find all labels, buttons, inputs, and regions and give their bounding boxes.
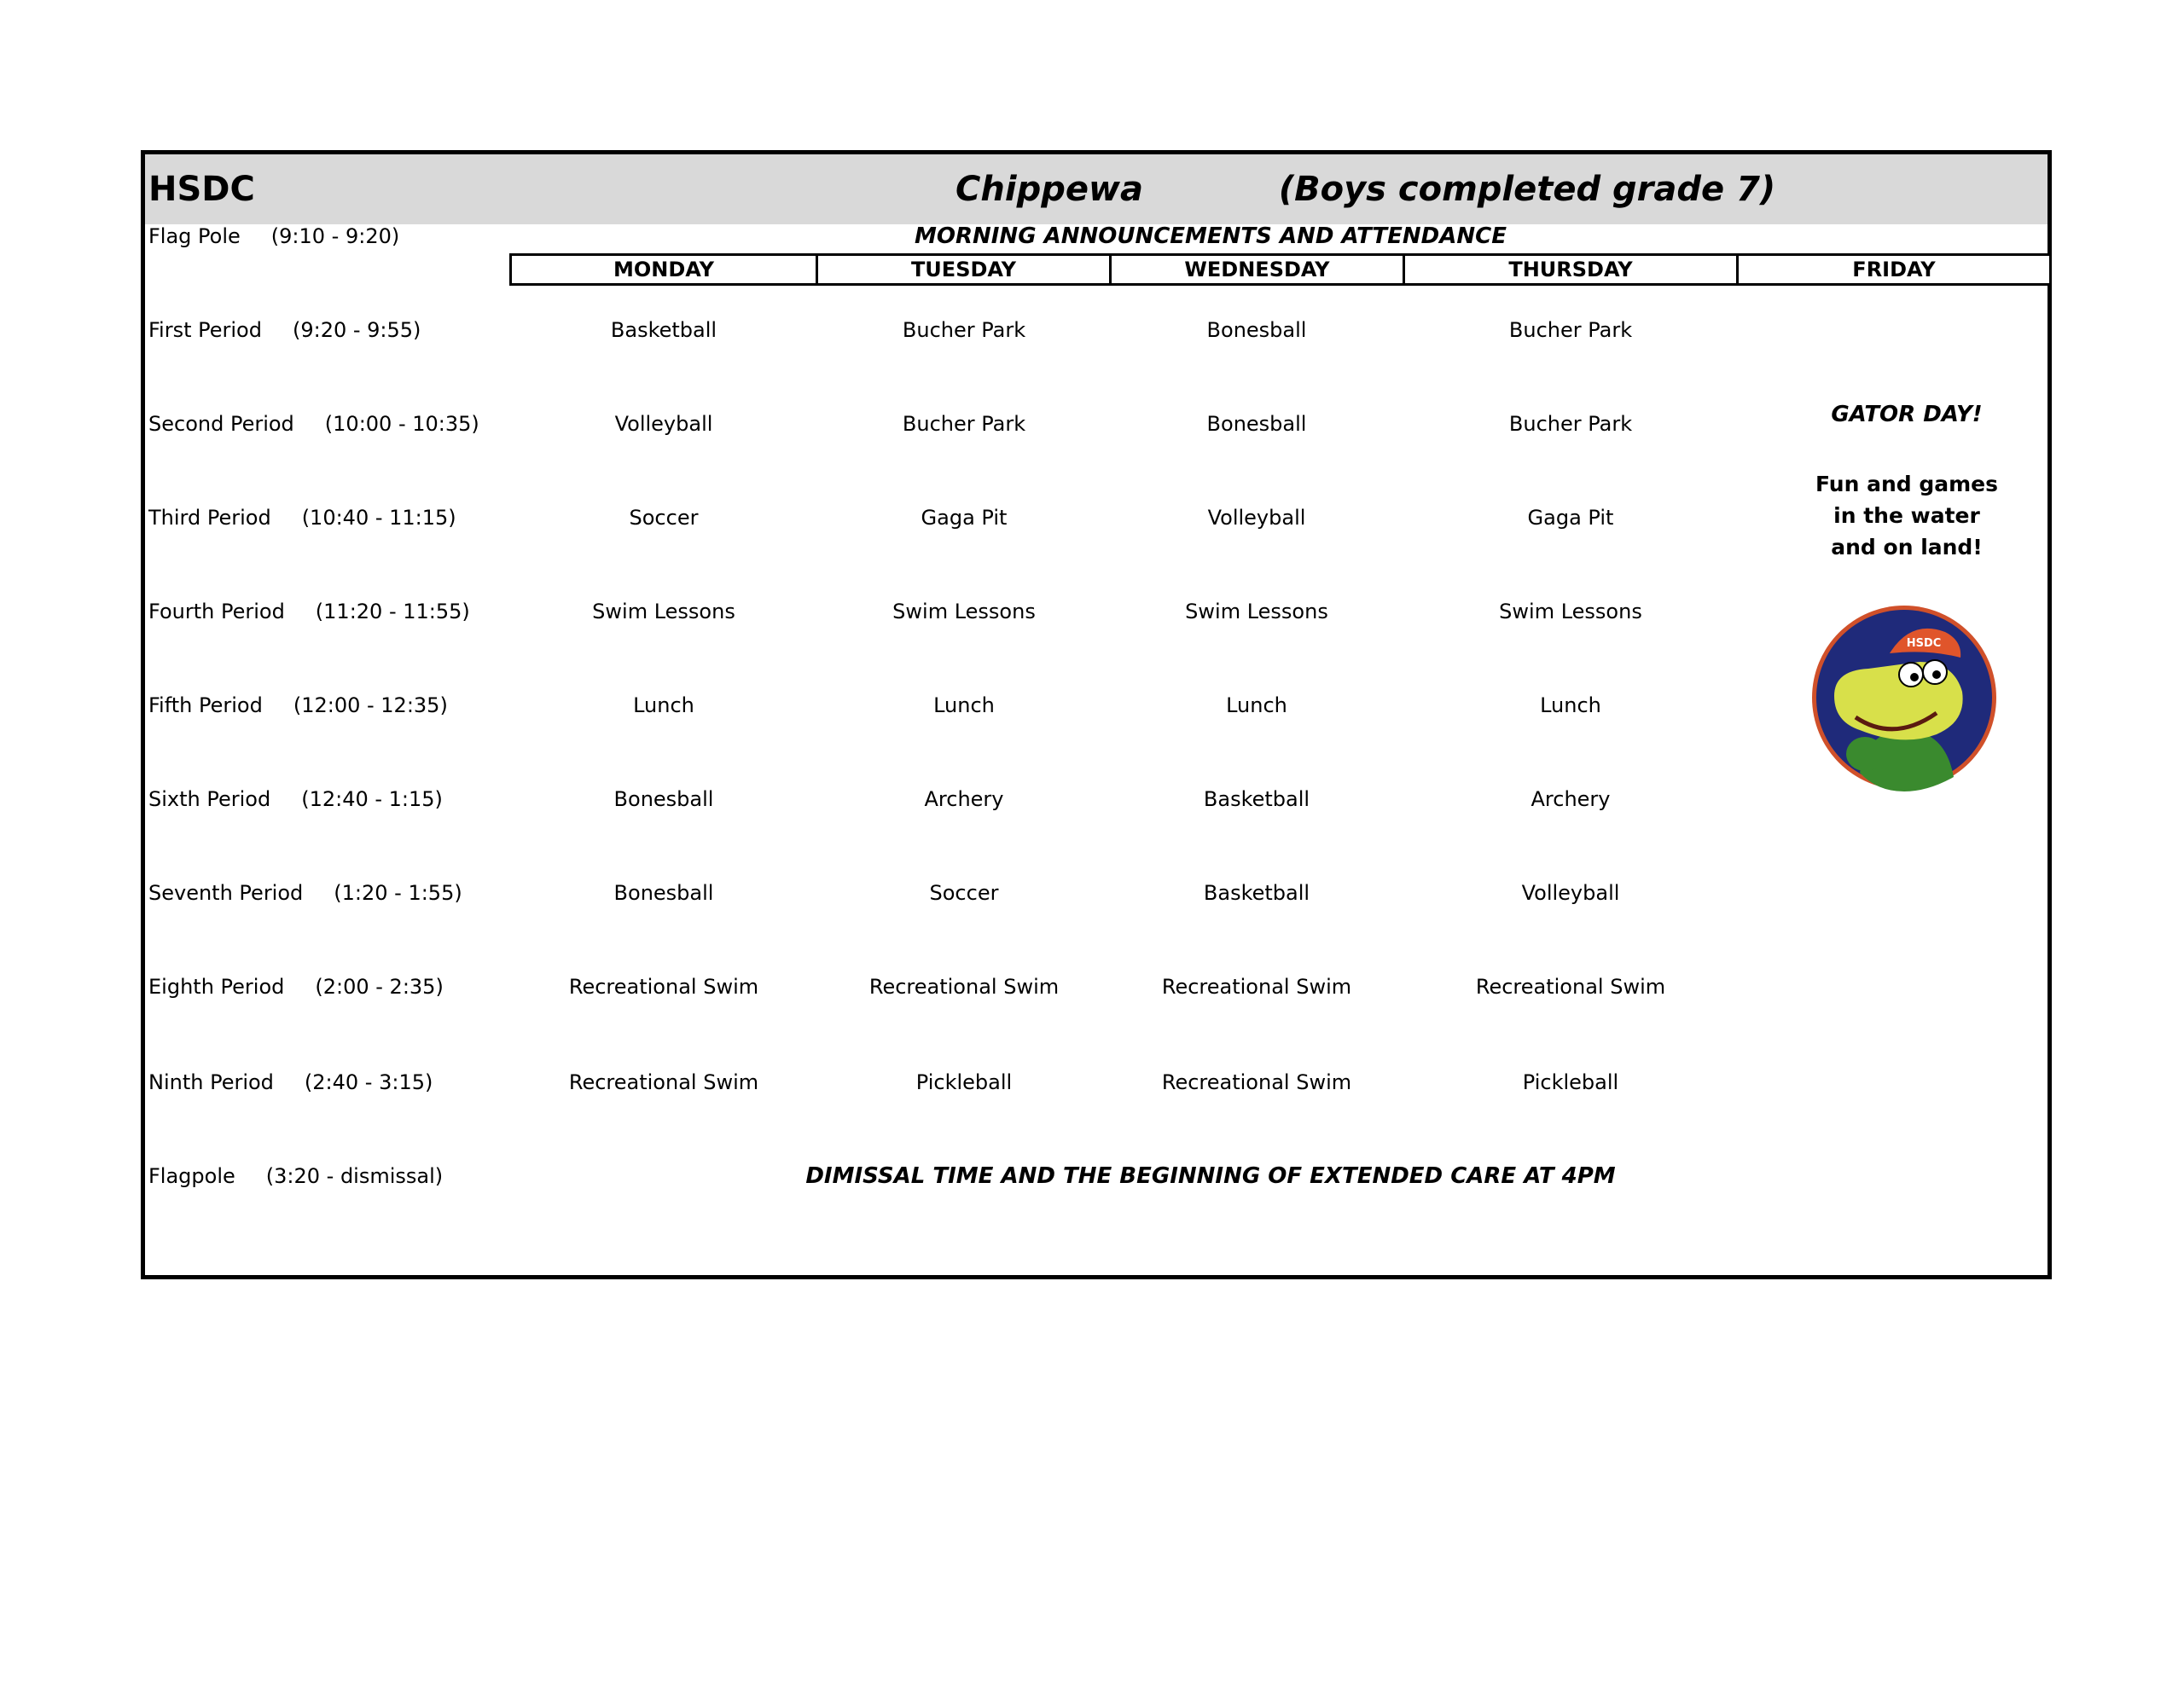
activity-cell: Recreational Swim [868,975,1060,999]
period-name: Second Period [148,412,294,436]
activity-cell: Volleyball [1207,506,1306,530]
period-label [148,961,444,1012]
period-name: Sixth Period [148,787,271,811]
period-time: (11:20 - 11:55) [315,600,470,623]
period-label [148,1151,443,1202]
activity-cell: Swim Lessons [1185,600,1328,623]
activity-cell: Volleyball [614,412,713,436]
period-time: (2:40 - 3:15) [304,1070,433,1094]
activity-cell: Bucher Park [902,412,1026,436]
activity-cell: Lunch [1226,693,1287,717]
activity-cell: Soccer [929,881,999,905]
activity-cell: Basketball [610,318,717,342]
activity-cell: Basketball [1203,881,1310,905]
activity-cell: Basketball [1203,787,1310,811]
period-time: (3:20 - dismissal) [265,1164,444,1188]
activity-cell: Pickleball [915,1070,1013,1094]
logo-cap-text: HSDC [1906,637,1942,650]
friday-description [1766,468,2048,563]
activity-cell: Gaga Pit [1527,506,1614,530]
period-name: Third Period [148,506,271,530]
activity-cell: Lunch [1540,693,1601,717]
period-name: Fifth Period [148,693,263,717]
friday-line: and on land! [1831,535,1983,559]
period-time: (9:20 - 9:55) [292,318,421,342]
period-name: Seventh Period [148,881,304,905]
period-name: Flag Pole [148,224,241,248]
gator-hand [1846,737,1884,771]
activity-cell: Bucher Park [902,318,1026,342]
schedule-row [145,586,2048,637]
organization-title: HSDC [148,170,255,209]
schedule-row [145,211,2048,262]
schedule-sheet [141,150,2052,1279]
activity-cell: Soccer [629,506,699,530]
activity-cell: Recreational Swim [568,975,759,999]
period-label [148,211,399,262]
schedule-banner: MORNING ANNOUNCEMENTS AND ATTENDANCE [915,223,1507,249]
day-header-tuesday: TUESDAY [816,253,1112,286]
period-label [148,867,462,919]
friday-line: Fun and games [1815,472,1999,496]
friday-title: GATOR DAY! [1831,402,1983,427]
schedule-row [145,1057,2048,1108]
activity-cell: Lunch [933,693,995,717]
period-label [148,492,456,543]
activity-cell: Swim Lessons [892,600,1036,623]
period-label [148,774,443,825]
period-name: Fourth Period [148,600,285,623]
gator-mascot-icon [1809,602,2000,793]
period-name: Flagpole [148,1164,235,1188]
gator-pupil-left [1910,673,1919,681]
activity-cell: Lunch [633,693,694,717]
period-name: First Period [148,318,262,342]
activity-cell: Recreational Swim [568,1070,759,1094]
schedule-row [145,492,2048,543]
activity-cell: Bonesball [1206,318,1307,342]
period-label [148,1057,433,1108]
activity-cell: Swim Lessons [1499,600,1642,623]
day-header-monday: MONDAY [509,253,818,286]
activity-cell: Bucher Park [1508,412,1633,436]
activity-cell: Pickleball [1522,1070,1619,1094]
period-label [148,304,421,356]
period-name: Eighth Period [148,975,285,999]
schedule-row [145,961,2048,1012]
period-time: (2:00 - 2:35) [315,975,444,999]
period-label [148,398,479,449]
period-time: (10:00 - 10:35) [324,412,479,436]
schedule-banner: DIMISSAL TIME AND THE BEGINNING OF EXTENDED CARE AT 4PM [805,1163,1616,1189]
activity-cell: Gaga Pit [921,506,1008,530]
camp-title: Chippewa [956,170,1143,209]
day-header-thursday: THURSDAY [1403,253,1739,286]
schedule-row [145,680,2048,731]
group-title: (Boys completed grade 7) [1278,170,1776,209]
period-label [148,680,448,731]
period-time: (10:40 - 11:15) [301,506,456,530]
period-name: Ninth Period [148,1070,274,1094]
period-time: (12:40 - 1:15) [301,787,443,811]
activity-cell: Swim Lessons [592,600,735,623]
activity-cell: Archery [924,787,1004,811]
period-label [148,586,470,637]
activity-cell: Recreational Swim [1475,975,1666,999]
activity-cell: Volleyball [1521,881,1620,905]
period-time: (1:20 - 1:55) [334,881,462,905]
day-header-friday: FRIDAY [1736,253,2052,286]
period-time: (12:00 - 12:35) [293,693,448,717]
activity-cell: Archery [1531,787,1611,811]
period-time: (9:10 - 9:20) [270,224,400,248]
schedule-row [145,774,2048,825]
gator-pupil-right [1932,670,1941,679]
activity-cell: Recreational Swim [1161,975,1352,999]
day-header-wednesday: WEDNESDAY [1109,253,1405,286]
activity-cell: Bucher Park [1508,318,1633,342]
schedule-row [145,398,2048,449]
schedule-row [145,1151,2048,1202]
activity-cell: Bonesball [1206,412,1307,436]
activity-cell: Recreational Swim [1161,1070,1352,1094]
activity-cell: Bonesball [613,881,714,905]
friday-line: in the water [1833,503,1980,528]
activity-cell: Bonesball [613,787,714,811]
schedule-row [145,867,2048,919]
schedule-row [145,304,2048,356]
